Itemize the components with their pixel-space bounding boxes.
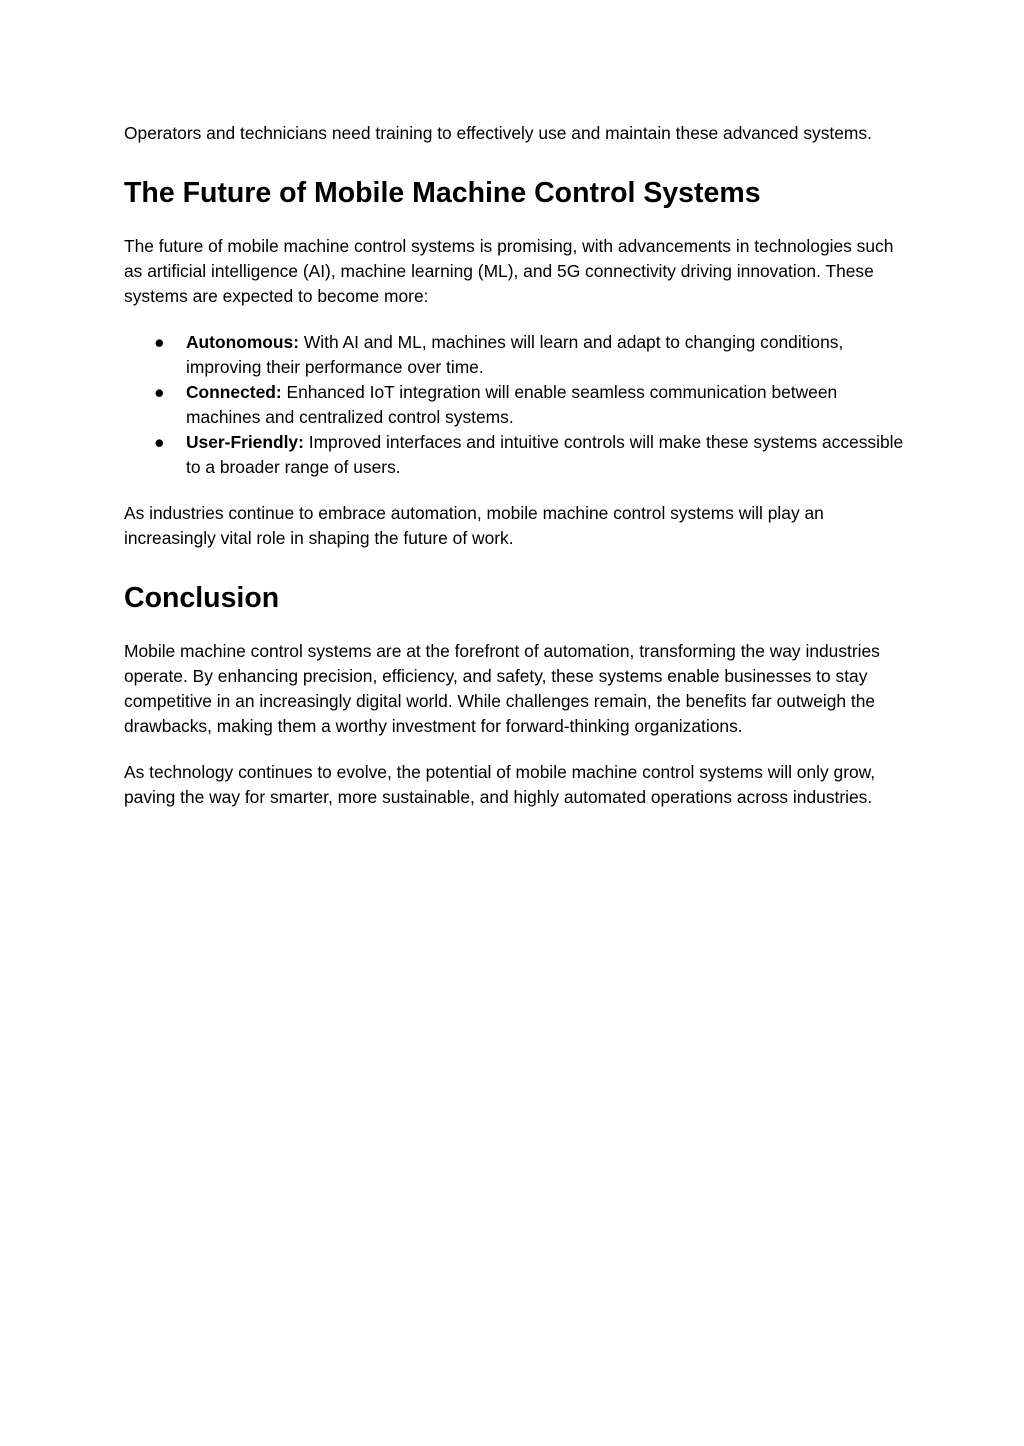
list-item-term: Autonomous: <box>186 332 300 352</box>
list-item-term: Connected: <box>186 382 282 402</box>
list-item-connected <box>124 380 904 430</box>
bullet-icon: ● <box>154 332 165 352</box>
list-item-text: Enhanced IoT integration will enable seamless communication between machines and centralized control systems. <box>186 382 838 427</box>
document-page <box>124 121 904 810</box>
list-item-term: User-Friendly: <box>186 432 304 452</box>
list-item-text: With AI and ML, machines will learn and adapt to changing conditions, improving their performance over time. <box>186 332 844 377</box>
future-bullet-list <box>124 330 904 480</box>
list-item-text: Improved interfaces and intuitive controls will make these systems accessible to a broader range of users. <box>186 432 904 477</box>
conclusion-paragraph: Mobile machine control systems are at the forefront of automation, transforming the way industries operate. By enhancing precision, efficiency, and safety, these systems enable businesses to stay competitive in an increasingly digital world. While challenges remain, the benefits far outweigh the drawbacks, making them a worthy investment for forward-thinking organizations. <box>124 641 880 736</box>
conclusion-final-paragraph: As technology continues to evolve, the potential of mobile machine control systems will only grow, paving the way for smarter, more sustainable, and highly automated operations across industries. <box>124 762 876 807</box>
future-closing-paragraph: As industries continue to embrace automation, mobile machine control systems will play an increasingly vital role in shaping the future of work. <box>124 503 824 548</box>
bullet-icon: ● <box>154 382 165 402</box>
list-item-user-friendly <box>124 430 904 480</box>
future-heading: The Future of Mobile Machine Control Systems <box>124 177 761 209</box>
future-paragraph: The future of mobile machine control systems is promising, with advancements in technologies such as artificial intelligence (AI), machine learning (ML), and 5G connectivity driving innovation. These systems are expected to become more: <box>124 236 894 306</box>
conclusion-heading: Conclusion <box>124 582 280 614</box>
bullet-icon: ● <box>154 432 165 452</box>
intro-paragraph: Operators and technicians need training to effectively use and maintain these advanced systems. <box>124 123 872 143</box>
list-item-autonomous <box>124 330 904 380</box>
